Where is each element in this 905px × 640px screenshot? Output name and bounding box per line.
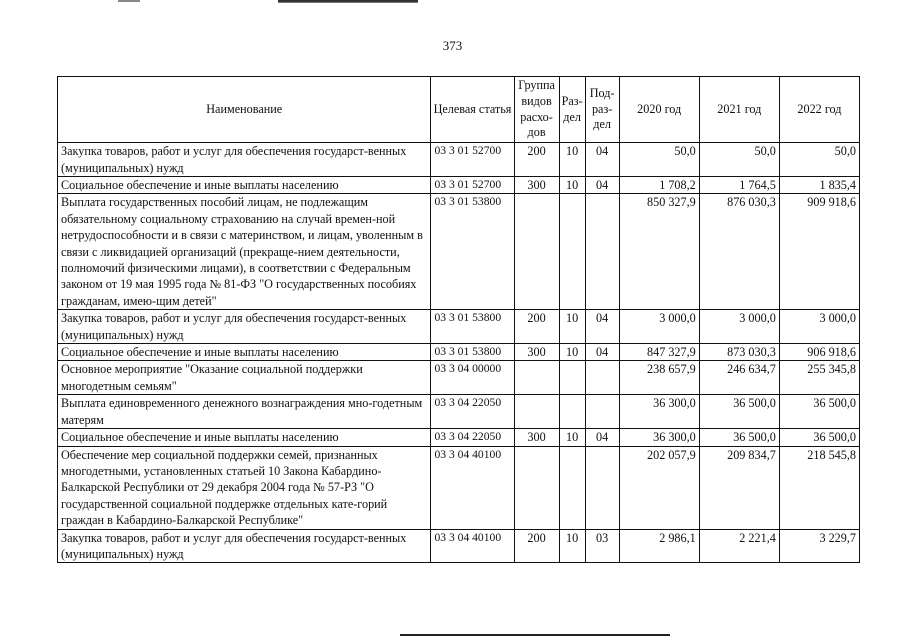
cell-section [559, 361, 585, 395]
cell-year-2022: 906 918,6 [779, 344, 859, 361]
cell-expense-group: 300 [514, 429, 559, 446]
table-row [58, 529, 860, 563]
cell-year-2020: 2 986,1 [619, 529, 699, 563]
cell-section: 10 [559, 429, 585, 446]
cell-year-2020: 1 708,2 [619, 177, 699, 194]
cell-name: Социальное обеспечение и иные выплаты населению [58, 344, 431, 361]
cell-section [559, 446, 585, 529]
table-row [58, 344, 860, 361]
cell-section: 10 [559, 143, 585, 177]
header-name: Наименование [58, 77, 431, 143]
header-target-article: Целевая статья [431, 77, 514, 143]
cell-year-2020: 850 327,9 [619, 194, 699, 310]
cell-subsection [585, 395, 619, 429]
cell-year-2021: 3 000,0 [699, 310, 779, 344]
cell-year-2022: 36 500,0 [779, 395, 859, 429]
cell-year-2020: 847 327,9 [619, 344, 699, 361]
cell-section: 10 [559, 344, 585, 361]
cell-year-2021: 873 030,3 [699, 344, 779, 361]
table-body [58, 143, 860, 563]
table-row [58, 429, 860, 446]
cell-year-2020: 36 300,0 [619, 429, 699, 446]
cell-year-2021: 36 500,0 [699, 429, 779, 446]
table-row [58, 310, 860, 344]
cell-target-article: 03 3 04 40100 [431, 529, 514, 563]
cell-target-article: 03 3 04 22050 [431, 395, 514, 429]
table-row [58, 361, 860, 395]
cell-year-2021: 876 030,3 [699, 194, 779, 310]
cell-expense-group [514, 194, 559, 310]
table-row [58, 143, 860, 177]
cell-name: Основное мероприятие "Оказание социальной поддержки многодетным семьям" [58, 361, 431, 395]
scan-artifact-top-left [118, 0, 140, 2]
cell-expense-group: 200 [514, 310, 559, 344]
cell-name: Обеспечение мер социальной поддержки семей, признанных многодетными, установленных статьей 10 Закона Кабардино-Балкарской Республики от 29 декабря 2004 года № 57-РЗ "О государственной социальной поддержке отдельных кате-горий граждан в Кабардино-Балкарской Республике" [58, 446, 431, 529]
cell-year-2021: 2 221,4 [699, 529, 779, 563]
cell-name: Закупка товаров, работ и услуг для обеспечения государст-венных (муниципальных) нужд [58, 310, 431, 344]
header-year-2020: 2020 год [619, 77, 699, 143]
cell-year-2020: 3 000,0 [619, 310, 699, 344]
budget-table [57, 76, 860, 563]
cell-target-article: 03 3 04 22050 [431, 429, 514, 446]
cell-section: 10 [559, 310, 585, 344]
cell-name: Закупка товаров, работ и услуг для обеспечения государст-венных (муниципальных) нужд [58, 143, 431, 177]
header-expense-group: Группа видов расхо-дов [514, 77, 559, 143]
cell-expense-group: 200 [514, 529, 559, 563]
cell-subsection [585, 446, 619, 529]
page-number: 373 [442, 38, 463, 53]
cell-target-article: 03 3 01 53800 [431, 194, 514, 310]
cell-year-2022: 36 500,0 [779, 429, 859, 446]
cell-expense-group: 300 [514, 177, 559, 194]
cell-year-2021: 50,0 [699, 143, 779, 177]
table-row [58, 395, 860, 429]
cell-expense-group [514, 361, 559, 395]
cell-subsection [585, 194, 619, 310]
header-year-2021: 2021 год [699, 77, 779, 143]
scan-artifact-top [278, 0, 418, 3]
cell-year-2022: 3 000,0 [779, 310, 859, 344]
cell-year-2022: 50,0 [779, 143, 859, 177]
header-subsection: Под-раз-дел [585, 77, 619, 143]
cell-expense-group [514, 446, 559, 529]
cell-year-2021: 209 834,7 [699, 446, 779, 529]
cell-name: Социальное обеспечение и иные выплаты населению [58, 429, 431, 446]
cell-subsection: 04 [585, 177, 619, 194]
cell-section: 10 [559, 529, 585, 563]
scan-artifact-bottom [400, 634, 670, 637]
cell-target-article: 03 3 04 00000 [431, 361, 514, 395]
header-section: Раз-дел [559, 77, 585, 143]
table-row [58, 194, 860, 310]
cell-section [559, 194, 585, 310]
table-row [58, 177, 860, 194]
cell-name: Выплата единовременного денежного вознаграждения мно-годетным матерям [58, 395, 431, 429]
cell-subsection: 04 [585, 429, 619, 446]
cell-year-2020: 202 057,9 [619, 446, 699, 529]
cell-target-article: 03 3 01 52700 [431, 143, 514, 177]
cell-year-2022: 1 835,4 [779, 177, 859, 194]
cell-section [559, 395, 585, 429]
cell-name: Закупка товаров, работ и услуг для обеспечения государст-венных (муниципальных) нужд [58, 529, 431, 563]
cell-year-2022: 255 345,8 [779, 361, 859, 395]
cell-year-2020: 36 300,0 [619, 395, 699, 429]
header-year-2022: 2022 год [779, 77, 859, 143]
cell-target-article: 03 3 01 53800 [431, 310, 514, 344]
cell-name: Социальное обеспечение и иные выплаты населению [58, 177, 431, 194]
table-header [58, 77, 860, 143]
cell-expense-group: 300 [514, 344, 559, 361]
cell-year-2021: 246 634,7 [699, 361, 779, 395]
cell-name: Выплата государственных пособий лицам, не подлежащим обязательному социальному страхованию на случай времен-ной нетрудоспособности и в связи с материнством, и лицам, уволенным в связи с ликвидацией организаций (прекраще-нием деятельности, полномочий физическими лицами), в соответствии с Федеральным законом от 19 мая 1995 года № 81-ФЗ "О государственных пособиях гражданам, имею-щим детей" [58, 194, 431, 310]
cell-year-2020: 238 657,9 [619, 361, 699, 395]
cell-year-2022: 909 918,6 [779, 194, 859, 310]
cell-target-article: 03 3 01 52700 [431, 177, 514, 194]
cell-section: 10 [559, 177, 585, 194]
cell-year-2022: 218 545,8 [779, 446, 859, 529]
cell-subsection: 04 [585, 143, 619, 177]
cell-target-article: 03 3 04 40100 [431, 446, 514, 529]
cell-subsection: 04 [585, 344, 619, 361]
cell-year-2021: 36 500,0 [699, 395, 779, 429]
cell-subsection [585, 361, 619, 395]
cell-subsection: 03 [585, 529, 619, 563]
cell-subsection: 04 [585, 310, 619, 344]
cell-target-article: 03 3 01 53800 [431, 344, 514, 361]
cell-year-2020: 50,0 [619, 143, 699, 177]
cell-expense-group: 200 [514, 143, 559, 177]
cell-year-2022: 3 229,7 [779, 529, 859, 563]
table-row [58, 446, 860, 529]
cell-expense-group [514, 395, 559, 429]
cell-year-2021: 1 764,5 [699, 177, 779, 194]
